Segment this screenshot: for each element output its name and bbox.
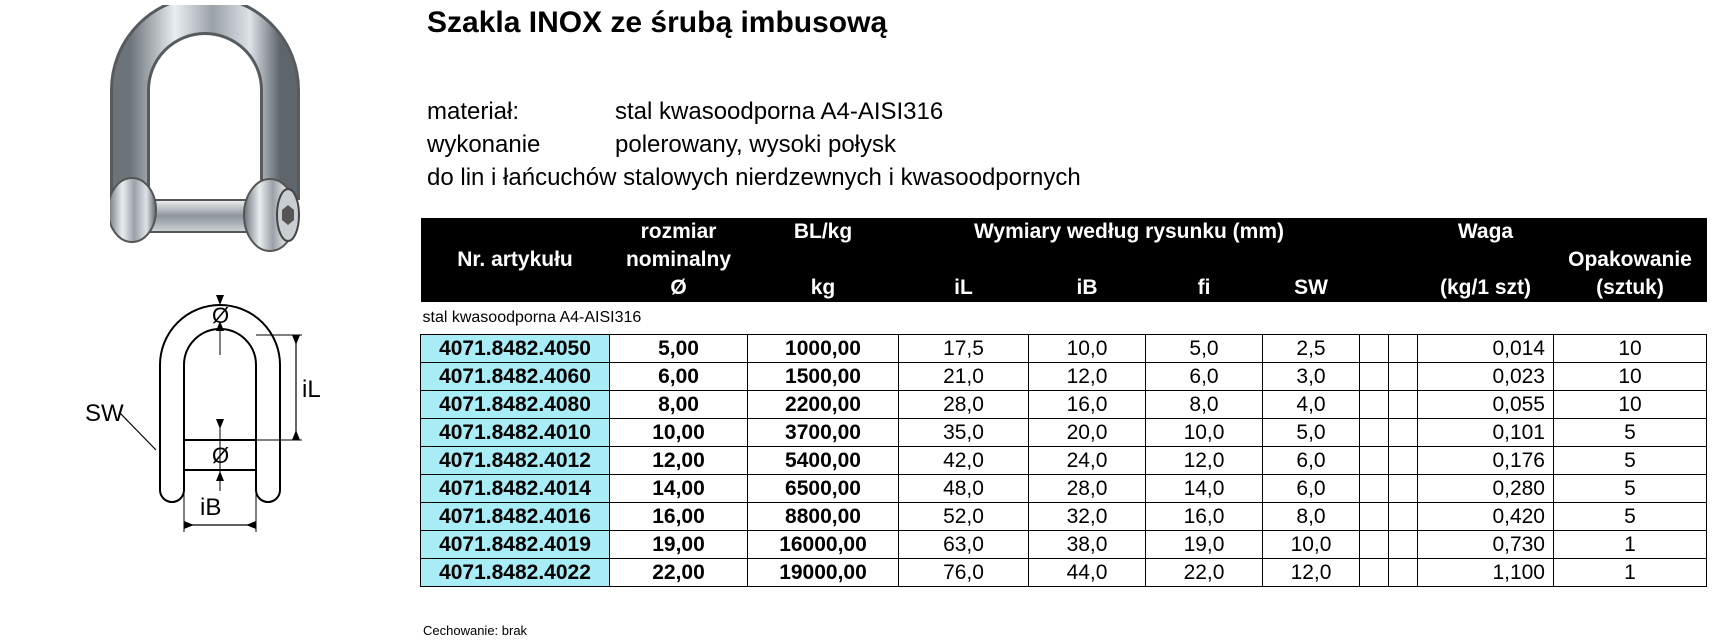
cell-pack: 1 bbox=[1554, 531, 1707, 559]
cell-sw: 6,0 bbox=[1263, 447, 1360, 475]
cell-weight: 1,100 bbox=[1418, 559, 1554, 587]
cell-pack: 5 bbox=[1554, 447, 1707, 475]
cell-pack: 5 bbox=[1554, 503, 1707, 531]
hdr-bl-unit: kg bbox=[748, 274, 899, 302]
hdr-dims: Wymiary według rysunku (mm) bbox=[899, 218, 1360, 246]
shackle-photo bbox=[110, 5, 300, 267]
table-row bbox=[421, 503, 1707, 531]
cell-pack: 5 bbox=[1554, 419, 1707, 447]
drawing-dia-pin: Ø bbox=[212, 443, 230, 468]
cell-size: 19,00 bbox=[610, 531, 748, 559]
cell-blank bbox=[1360, 391, 1389, 419]
cell-sw: 10,0 bbox=[1263, 531, 1360, 559]
spec-usage-text: do lin i łańcuchów stalowych nierdzewnych i kwasoodpornych bbox=[427, 164, 1081, 191]
cell-pack: 5 bbox=[1554, 475, 1707, 503]
cell-bl: 1000,00 bbox=[748, 335, 899, 363]
cell-article: 4071.8482.4050 bbox=[421, 335, 610, 363]
cell-blank bbox=[1389, 503, 1418, 531]
hdr-weight-unit: (kg/1 szt) bbox=[1418, 274, 1554, 302]
cell-weight: 0,420 bbox=[1418, 503, 1554, 531]
table-row bbox=[421, 419, 1707, 447]
cell-size: 5,00 bbox=[610, 335, 748, 363]
spec-finish bbox=[427, 131, 896, 159]
drawing-dia-top: Ø bbox=[212, 303, 230, 328]
spec-material-value: stal kwasoodporna A4-AISI316 bbox=[615, 98, 944, 125]
table-row bbox=[421, 475, 1707, 503]
cell-fi: 12,0 bbox=[1146, 447, 1263, 475]
cell-bl: 8800,00 bbox=[748, 503, 899, 531]
cell-fi: 16,0 bbox=[1146, 503, 1263, 531]
cell-size: 6,00 bbox=[610, 363, 748, 391]
cell-sw: 8,0 bbox=[1263, 503, 1360, 531]
cell-article: 4071.8482.4060 bbox=[421, 363, 610, 391]
cell-bl: 5400,00 bbox=[748, 447, 899, 475]
hdr-ib: iB bbox=[1029, 274, 1146, 302]
cell-sw: 6,0 bbox=[1263, 475, 1360, 503]
hdr-sw: SW bbox=[1263, 274, 1360, 302]
cell-size: 14,00 bbox=[610, 475, 748, 503]
table-row bbox=[421, 391, 1707, 419]
cell-il: 48,0 bbox=[899, 475, 1029, 503]
cell-ib: 20,0 bbox=[1029, 419, 1146, 447]
cell-size: 22,00 bbox=[610, 559, 748, 587]
cell-bl: 19000,00 bbox=[748, 559, 899, 587]
spec-usage bbox=[427, 164, 1081, 192]
footer-note: Cechowanie: brak bbox=[423, 623, 528, 638]
hdr-size-line1: rozmiar bbox=[610, 218, 748, 246]
cell-il: 35,0 bbox=[899, 419, 1029, 447]
cell-pack: 1 bbox=[1554, 559, 1707, 587]
cell-fi: 8,0 bbox=[1146, 391, 1263, 419]
hdr-pack-unit: (sztuk) bbox=[1554, 274, 1707, 302]
table-row bbox=[421, 335, 1707, 363]
cell-fi: 10,0 bbox=[1146, 419, 1263, 447]
spec-material bbox=[427, 98, 943, 126]
cell-il: 28,0 bbox=[899, 391, 1029, 419]
cell-ib: 16,0 bbox=[1029, 391, 1146, 419]
hdr-size-line2: nominalny bbox=[610, 246, 748, 274]
hdr-il: iL bbox=[899, 274, 1029, 302]
cell-sw: 4,0 bbox=[1263, 391, 1360, 419]
cell-bl: 6500,00 bbox=[748, 475, 899, 503]
hdr-pack: Opakowanie bbox=[1554, 246, 1707, 274]
hdr-bl: BL/kg bbox=[748, 218, 899, 246]
hdr-weight: Waga bbox=[1418, 218, 1554, 246]
page-title: Szakla INOX ze śrubą imbusową bbox=[427, 6, 888, 39]
table-row bbox=[421, 559, 1707, 587]
drawing-il-label: iL bbox=[302, 376, 321, 403]
cell-blank bbox=[1389, 447, 1418, 475]
cell-fi: 6,0 bbox=[1146, 363, 1263, 391]
cell-ib: 38,0 bbox=[1029, 531, 1146, 559]
cell-blank bbox=[1360, 447, 1389, 475]
table-row bbox=[421, 531, 1707, 559]
product-table bbox=[420, 218, 1707, 587]
cell-article: 4071.8482.4010 bbox=[421, 419, 610, 447]
cell-blank bbox=[1389, 559, 1418, 587]
cell-weight: 0,176 bbox=[1418, 447, 1554, 475]
cell-blank bbox=[1360, 335, 1389, 363]
cell-article: 4071.8482.4022 bbox=[421, 559, 610, 587]
cell-blank bbox=[1389, 475, 1418, 503]
cell-bl: 2200,00 bbox=[748, 391, 899, 419]
drawing-sw-label: SW bbox=[85, 400, 124, 427]
cell-blank bbox=[1389, 391, 1418, 419]
cell-sw: 2,5 bbox=[1263, 335, 1360, 363]
table-row bbox=[421, 447, 1707, 475]
cell-blank bbox=[1360, 559, 1389, 587]
cell-sw: 12,0 bbox=[1263, 559, 1360, 587]
cell-size: 8,00 bbox=[610, 391, 748, 419]
cell-pack: 10 bbox=[1554, 335, 1707, 363]
cell-weight: 0,055 bbox=[1418, 391, 1554, 419]
cell-il: 17,5 bbox=[899, 335, 1029, 363]
cell-article: 4071.8482.4016 bbox=[421, 503, 610, 531]
spec-material-label: materiał: bbox=[427, 98, 520, 125]
spec-finish-value: polerowany, wysoki połysk bbox=[615, 131, 897, 158]
cell-ib: 28,0 bbox=[1029, 475, 1146, 503]
cell-article: 4071.8482.4080 bbox=[421, 391, 610, 419]
cell-weight: 0,101 bbox=[1418, 419, 1554, 447]
hdr-empty-2 bbox=[1360, 218, 1389, 246]
cell-weight: 0,280 bbox=[1418, 475, 1554, 503]
cell-ib: 12,0 bbox=[1029, 363, 1146, 391]
material-band: stal kwasoodporna A4-AISI316 bbox=[421, 302, 1707, 335]
hdr-article: Nr. artykułu bbox=[421, 246, 610, 274]
shackle-drawing bbox=[80, 295, 340, 535]
cell-size: 10,00 bbox=[610, 419, 748, 447]
cell-fi: 5,0 bbox=[1146, 335, 1263, 363]
cell-blank bbox=[1389, 363, 1418, 391]
cell-size: 16,00 bbox=[610, 503, 748, 531]
hdr-empty-1 bbox=[421, 218, 610, 246]
cell-il: 52,0 bbox=[899, 503, 1029, 531]
cell-blank bbox=[1360, 363, 1389, 391]
cell-bl: 16000,00 bbox=[748, 531, 899, 559]
table-row bbox=[421, 363, 1707, 391]
hdr-size-unit: Ø bbox=[610, 274, 748, 302]
cell-blank bbox=[1389, 419, 1418, 447]
cell-blank bbox=[1389, 335, 1418, 363]
cell-weight: 0,730 bbox=[1418, 531, 1554, 559]
cell-fi: 22,0 bbox=[1146, 559, 1263, 587]
cell-weight: 0,023 bbox=[1418, 363, 1554, 391]
cell-bl: 3700,00 bbox=[748, 419, 899, 447]
cell-il: 63,0 bbox=[899, 531, 1029, 559]
cell-fi: 19,0 bbox=[1146, 531, 1263, 559]
cell-pack: 10 bbox=[1554, 391, 1707, 419]
cell-pack: 10 bbox=[1554, 363, 1707, 391]
cell-sw: 5,0 bbox=[1263, 419, 1360, 447]
cell-il: 76,0 bbox=[899, 559, 1029, 587]
drawing-ib-label: iB bbox=[200, 494, 222, 521]
cell-ib: 10,0 bbox=[1029, 335, 1146, 363]
cell-blank bbox=[1360, 503, 1389, 531]
hdr-empty-3 bbox=[1389, 218, 1418, 246]
cell-article: 4071.8482.4012 bbox=[421, 447, 610, 475]
cell-weight: 0,014 bbox=[1418, 335, 1554, 363]
cell-bl: 1500,00 bbox=[748, 363, 899, 391]
spec-finish-label: wykonanie bbox=[427, 131, 541, 158]
cell-il: 21,0 bbox=[899, 363, 1029, 391]
cell-sw: 3,0 bbox=[1263, 363, 1360, 391]
cell-article: 4071.8482.4019 bbox=[421, 531, 610, 559]
cell-fi: 14,0 bbox=[1146, 475, 1263, 503]
cell-blank bbox=[1360, 475, 1389, 503]
cell-ib: 32,0 bbox=[1029, 503, 1146, 531]
cell-blank bbox=[1389, 531, 1418, 559]
cell-blank bbox=[1360, 419, 1389, 447]
cell-ib: 44,0 bbox=[1029, 559, 1146, 587]
cell-blank bbox=[1360, 531, 1389, 559]
cell-ib: 24,0 bbox=[1029, 447, 1146, 475]
hdr-fi: fi bbox=[1146, 274, 1263, 302]
cell-article: 4071.8482.4014 bbox=[421, 475, 610, 503]
cell-size: 12,00 bbox=[610, 447, 748, 475]
hdr-empty-4 bbox=[1554, 218, 1707, 246]
cell-il: 42,0 bbox=[899, 447, 1029, 475]
